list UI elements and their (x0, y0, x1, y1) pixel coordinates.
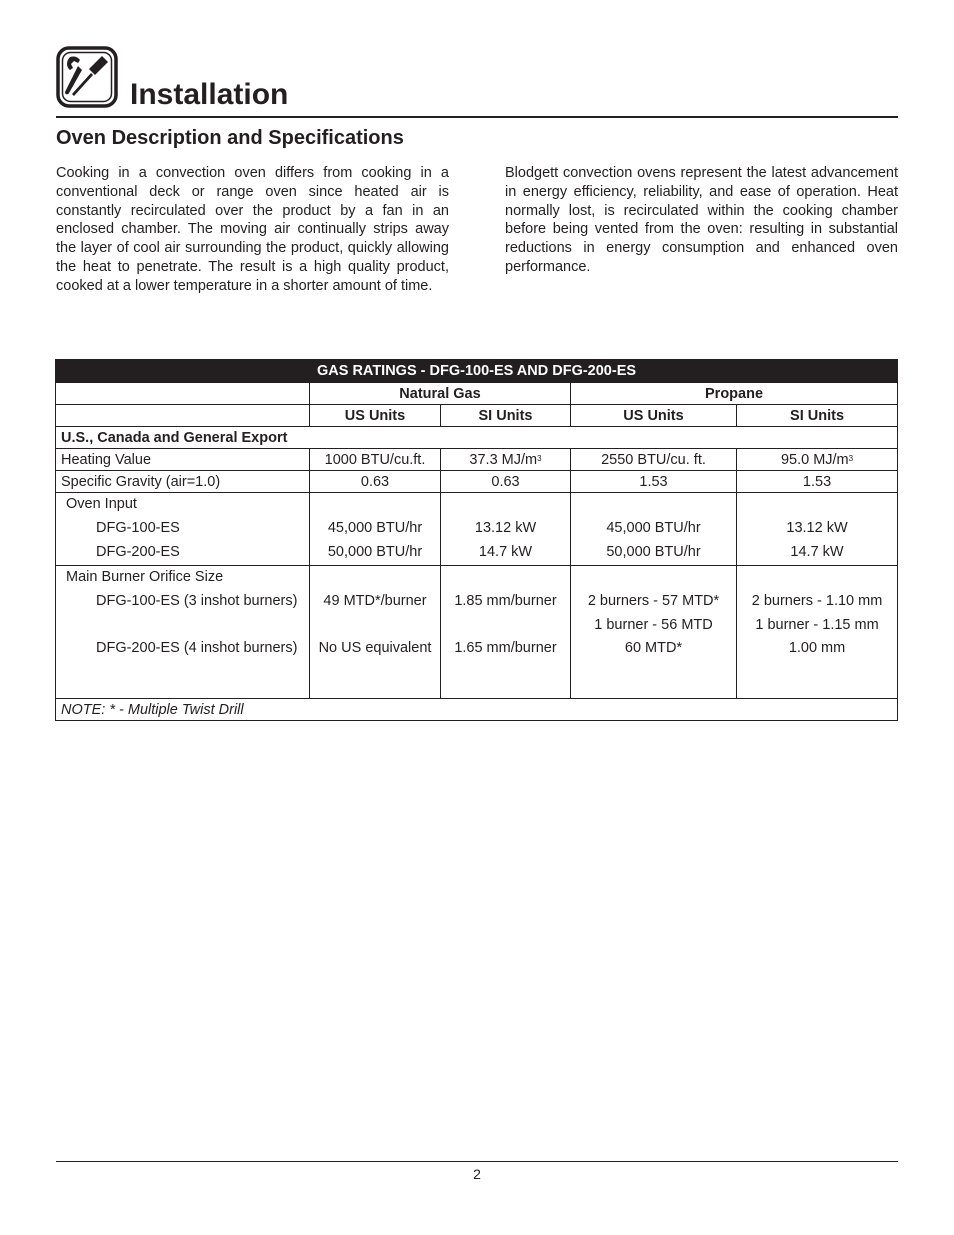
intro-paragraph-left: Cooking in a convection oven differs from cooking in a conventional deck or range oven since heated air is constantly recirculated over the product by a fan in an enclosed chamber. The moving air continually strips away the layer of cool air surrounding the product, quickly allowing the heat to penetrate. The result is a high quality product, cooked at a lower temperature in a shorter amount of time. (56, 165, 449, 294)
empty-header-cell (56, 383, 310, 405)
units-header-row (56, 405, 898, 427)
heating-value-lp-us: 2550 BTU/cu. ft. (571, 449, 737, 471)
oven-input-model-100: DFG-100-ES (96, 520, 180, 536)
group-header-row (56, 383, 898, 405)
units-lp-si: SI Units (737, 405, 898, 427)
intro-paragraph-right: Blodgett convection ovens represent the latest advancement in energy efficiency, reliability, and ease of operation. Heat normally lost, is recirculated within the cooking chamber before being vented from the oven: resulting in substantial reductions in energy consumption and enhanced oven performance. (505, 165, 898, 275)
region-label: U.S., Canada and General Export (56, 427, 898, 449)
specific-gravity-ng-si: 0.63 (441, 471, 571, 493)
footer-divider (56, 1161, 898, 1162)
units-ng-si: SI Units (441, 405, 571, 427)
oven-input-lp-si: 13.12 kW 14.7 kW (737, 493, 898, 566)
group-natural-gas: Natural Gas (310, 383, 571, 405)
orifice-model-200: DFG-200-ES (4 inshot burners) (96, 640, 298, 656)
heating-value-ng-si: 37.3 $MJ/m^3$ (441, 449, 571, 471)
table-title: GAS RATINGS - DFG-100-ES AND DFG-200-ES (56, 360, 898, 383)
oven-input-ng-us: 45,000 BTU/hr 50,000 BTU/hr (310, 493, 441, 566)
superscript-3: 3 (848, 453, 854, 463)
specific-gravity-label: Specific Gravity (air=1.0) (56, 471, 310, 493)
specific-gravity-lp-us: 1.53 (571, 471, 737, 493)
orifice-lp-si: 2 burners - 1.10 mm 1 burner - 1.15 mm 1.00 mm (737, 566, 898, 699)
section-heading: Oven Description and Specifications (56, 127, 404, 149)
empty-header-cell (56, 405, 310, 427)
units-ng-us: US Units (310, 405, 441, 427)
orifice-label-cell (56, 566, 310, 699)
oven-input-lp-us: 45,000 BTU/hr 50,000 BTU/hr (571, 493, 737, 566)
table-row (56, 493, 898, 566)
table-row (56, 566, 898, 699)
wrench-screwdriver-icon (56, 46, 118, 108)
specific-gravity-lp-si: 1.53 (737, 471, 898, 493)
group-propane: Propane (571, 383, 898, 405)
superscript-3: 3 (537, 453, 542, 463)
heating-value-lp-si: 95.0 $MJ/m^3$ (737, 449, 898, 471)
page-number: 2 (473, 1166, 481, 1182)
orifice-lp-us: 2 burners - 57 MTD* 1 burner - 56 MTD 60 MTD* (571, 566, 737, 699)
orifice-label: Main Burner Orifice Size (66, 569, 224, 585)
page-title: Installation (130, 78, 289, 111)
oven-input-model-200: DFG-200-ES (96, 544, 180, 560)
table-title-row (56, 360, 898, 383)
orifice-model-100: DFG-100-ES (3 inshot burners) (96, 593, 298, 609)
orifice-ng-si: 1.85 mm/burner 1.65 mm/burner (441, 566, 571, 699)
region-row (56, 427, 898, 449)
units-lp-us: US Units (571, 405, 737, 427)
oven-input-label-cell (56, 493, 310, 566)
gas-ratings-table (55, 359, 898, 721)
table-note: NOTE: * - Multiple Twist Drill (56, 699, 898, 721)
table-row (56, 449, 898, 471)
table-row (56, 471, 898, 493)
oven-input-label: Oven Input (66, 496, 137, 512)
heating-value-ng-us: 1000 BTU/cu.ft. (310, 449, 441, 471)
specific-gravity-ng-us: 0.63 (310, 471, 441, 493)
oven-input-ng-si: 13.12 kW 14.7 kW (441, 493, 571, 566)
note-row (56, 699, 898, 721)
orifice-ng-us: 49 MTD*/burner No US equivalent (310, 566, 441, 699)
heating-value-label: Heating Value (56, 449, 310, 471)
header-divider (56, 116, 898, 118)
